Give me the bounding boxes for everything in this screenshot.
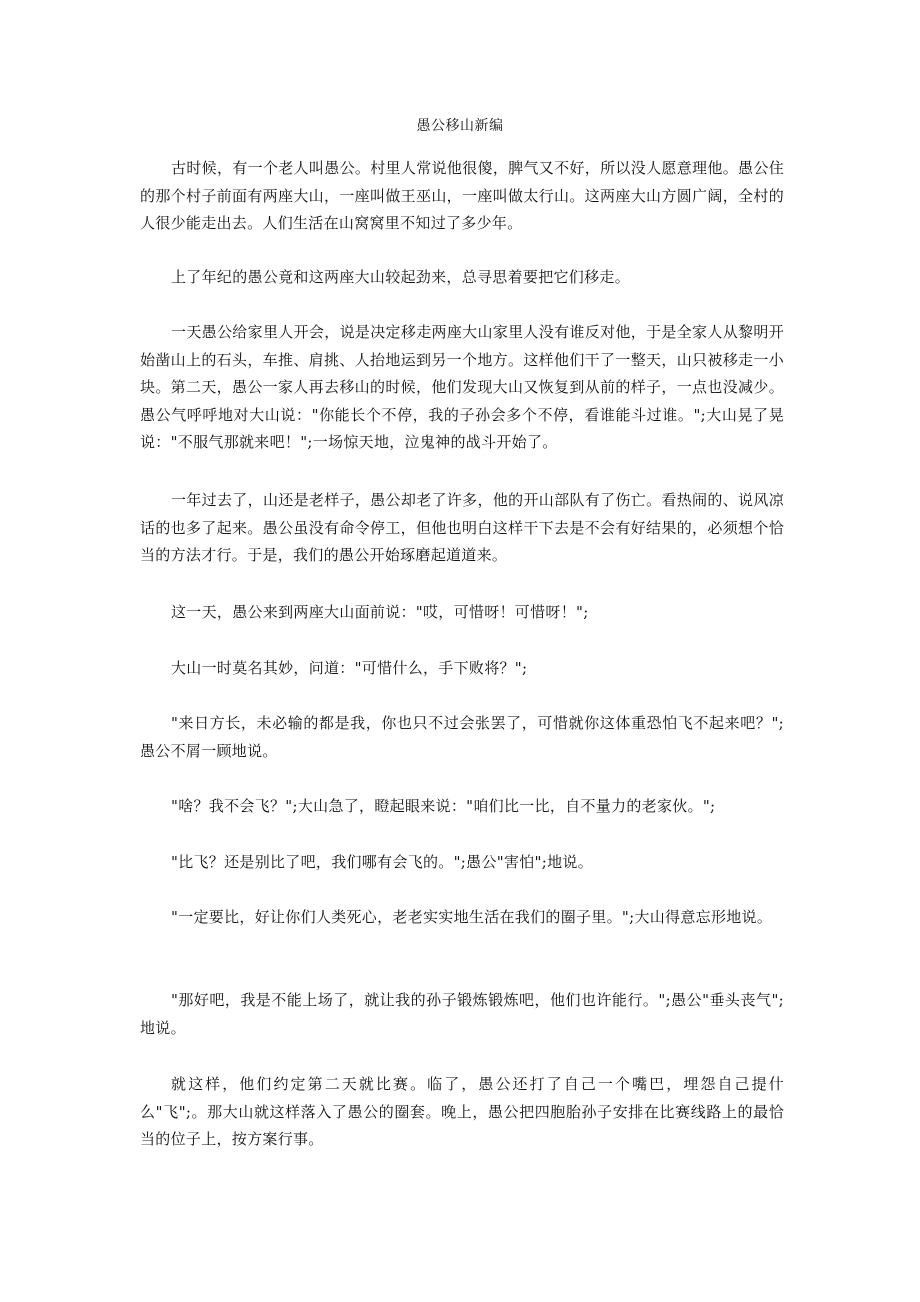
paragraph-1: 古时候，有一个老人叫愚公。村里人常说他很傻，脾气又不好，所以没人愿意理他。愚公住的那个村子前面有两座大山，一座叫做王巫山，一座叫做太行山。这两座大山方圆广阔，全村的人很少能走出去。人们生活在山窝窝里不知过了多少年。	[140, 159, 784, 232]
paragraph-6: 大山一时莫名其妙，问道："可惜什么，手下败将？";	[171, 659, 528, 677]
document-title: 愚公移山新编	[416, 118, 504, 134]
paragraph-8: "啥？我不会飞？";大山急了，瞪起眼来说："咱们比一比，自不量力的老家伙。";	[171, 797, 716, 815]
paragraph-7: "来日方长，未必输的都是我，你也只不过会张罢了，可惜就你这体重恐怕飞不起来吧？";愚公不屑一顾地说。	[140, 714, 784, 760]
paragraph-5: 这一天，愚公来到两座大山面前说："哎，可惜呀！可惜呀！";	[171, 603, 589, 621]
paragraph-3: 一天愚公给家里人开会，说是决定移走两座大山家里人没有谁反对他，于是全家人从黎明开始凿山上的石头，车推、肩挑、人抬地运到另一个地方。这样他们干了一整天，山只被移走一小块。第二天，愚公一家人再去移山的时候，他们发现大山又恢复到从前的样子，一点也没减少。愚公气呼呼地对大山说："你能长个不停，我的子孙会多个不停，看谁能斗过谁。";大山晃了晃说："不服气那就来吧！";一场惊天地，泣鬼神的战斗开始了。	[140, 323, 784, 451]
paragraph-11: "那好吧，我是不能上场了，就让我的孙子锻炼锻炼吧，他们也许能行。";愚公"垂头丧气";地说。	[140, 991, 784, 1037]
paragraph-10: "一定要比，好让你们人类死心，老老实实地生活在我们的圈子里。";大山得意忘形地说。	[171, 908, 773, 926]
paragraph-9: "比飞？还是别比了吧，我们哪有会飞的。";愚公"害怕";地说。	[171, 853, 594, 871]
paragraph-12: 就这样，他们约定第二天就比赛。临了，愚公还打了自己一个嘴巴，埋怨自己提什么"飞";。那大山就这样落入了愚公的圈套。晚上，愚公把四胞胎孙子安排在比赛线路上的最恰当的位子上，按方案行事。	[140, 1075, 784, 1148]
paragraph-4: 一年过去了，山还是老样子，愚公却老了许多，他的开山部队有了伤亡。看热闹的、说风凉话的也多了起来。愚公虽没有命令停工，但他也明白这样干下去是不会有好结果的，必须想个恰当的方法才行。于是，我们的愚公开始琢磨起道道来。	[140, 491, 784, 564]
paragraph-2: 上了年纪的愚公竟和这两座大山较起劲来，总寻思着要把它们移走。	[171, 268, 631, 286]
